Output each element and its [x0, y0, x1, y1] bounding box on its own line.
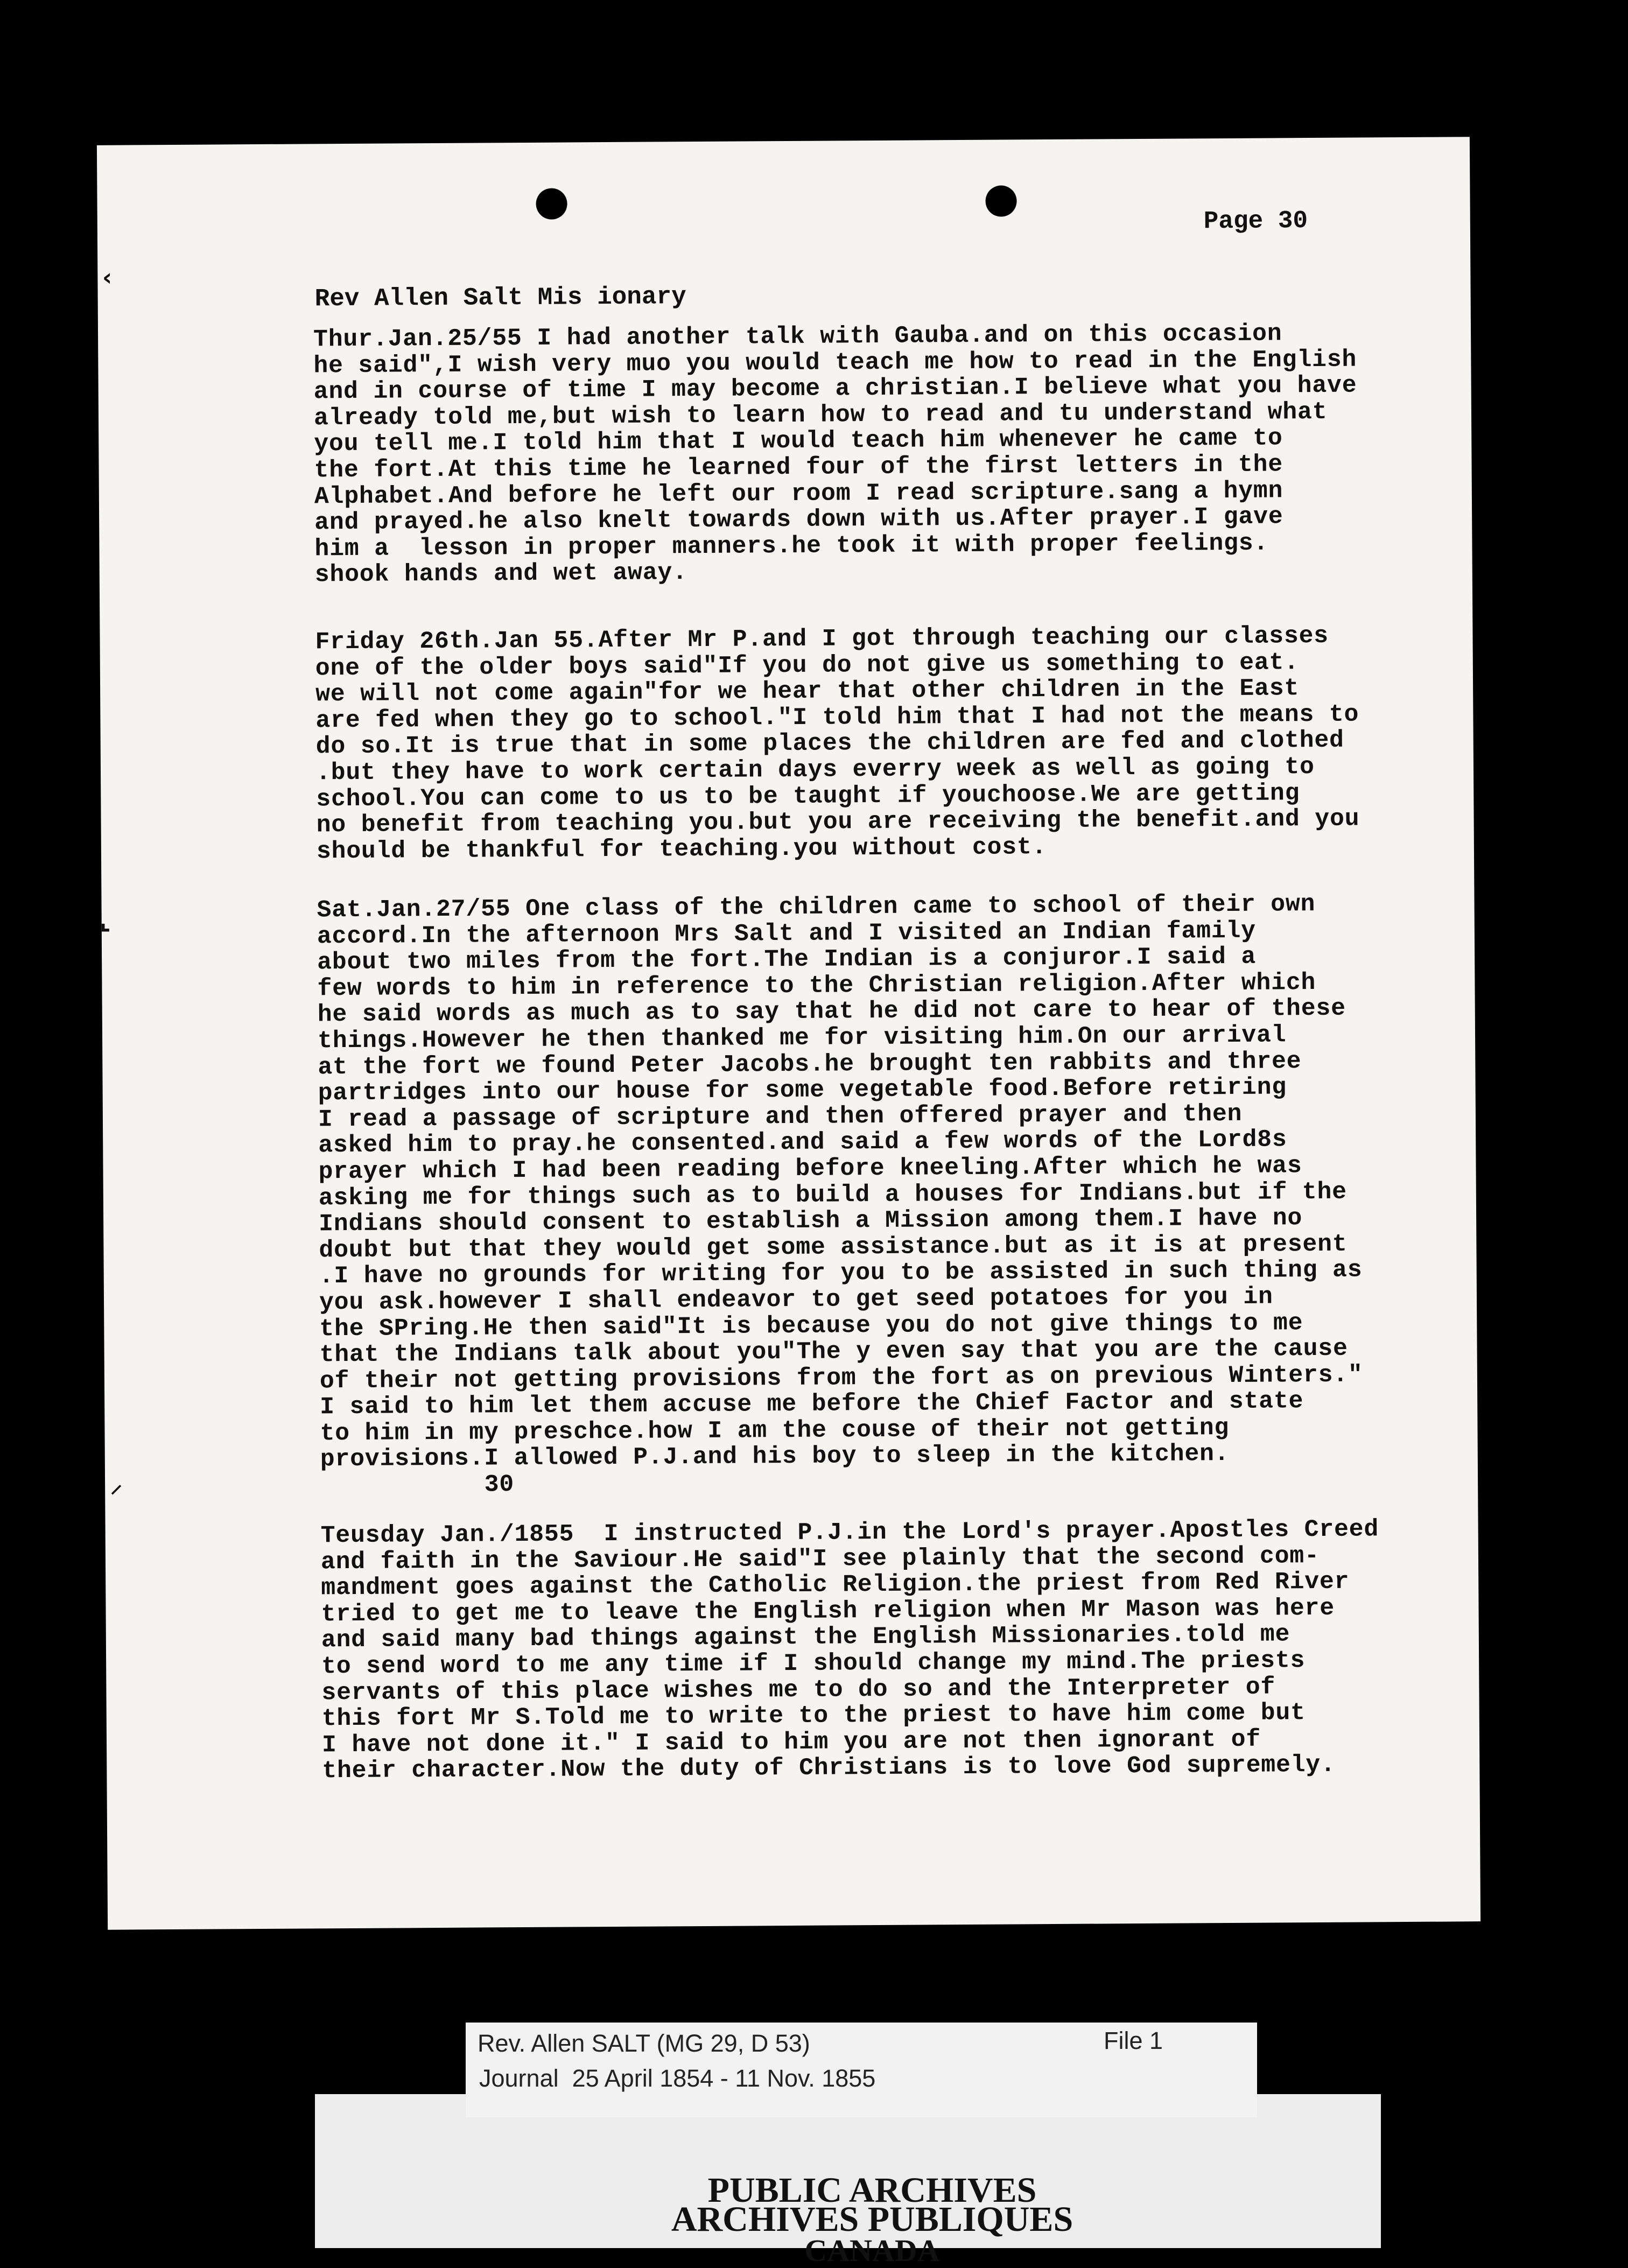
document-heading: Rev Allen Salt Mis ionary — [314, 283, 686, 313]
text-line: are fed when they go to school."I told him that I had not the means to — [315, 701, 1359, 735]
text-line: Friday 26th.Jan 55.After Mr P.and I got through teaching our classes — [315, 622, 1329, 656]
text-line: you tell me.I told him that I would teach him whenever he came to — [314, 425, 1283, 458]
archive-label-journal: Journal 25 April 1854 - 11 Nov. 1855 — [479, 2065, 876, 2092]
text-line: he said",I wish very muo you would teach me how to read in the English — [313, 346, 1357, 380]
journal-entry-friday — [315, 622, 1576, 865]
text-line: no benefit from teaching you.but you are receiving the benefit.and you — [316, 805, 1360, 839]
text-line: him a lesson in proper manners.he took it with proper feelings. — [314, 530, 1269, 563]
margin-tick-mark: ‹ — [102, 264, 113, 291]
text-line: things.However he then thanked me for visiting him.On our arrival — [317, 1022, 1287, 1055]
text-line: and in course of time I may become a christian.I believe what you have — [313, 372, 1357, 406]
handwritten-date-correction: 30 — [320, 1471, 515, 1500]
text-line: prayer which I had been reading before kneeling.After which he was — [318, 1153, 1302, 1186]
text-line: should be thankful for teaching.you without cost. — [316, 833, 1047, 866]
text-line: partridges into our house for some vegetable food.Before retiring — [318, 1074, 1287, 1107]
text-line: Sat.Jan.27/55 One class of the children came to school of their own — [317, 891, 1316, 924]
text-line: the SPring.He then said"It is because you do not give things to me — [319, 1309, 1303, 1343]
text-line: their character.Now the duty of Christians is to love God supremely. — [322, 1752, 1336, 1785]
text-line: that the Indians talk about you"The y even say that you are the cause — [319, 1335, 1348, 1369]
text-line: one of the older boys said"If you do not give us something to eat. — [315, 649, 1300, 682]
text-line: to send word to me any time if I should change my mind.The priests — [321, 1647, 1306, 1681]
journal-entry-tuesday — [321, 1515, 1582, 1785]
journal-entry-saturday — [317, 890, 1580, 1499]
text-line: mandment goes against the Catholic Religion.the priest from Red River — [321, 1568, 1350, 1602]
text-line: few words to him in reference to the Christian religion.After which — [317, 969, 1316, 1003]
text-line: about two miles from the fort.The Indian is a conjuror.I said a — [317, 943, 1257, 977]
text-line: do so.It is true that in some places the children are fed and clothed — [315, 727, 1344, 761]
punch-hole-left — [536, 188, 567, 219]
text-line: this fort Mr S.Told me to write to the priest to have him come but — [321, 1700, 1306, 1733]
archive-label-title: Rev. Allen SALT (MG 29, D 53) — [478, 2030, 810, 2057]
archives-stamp-country: CANADA — [804, 2233, 940, 2268]
text-line: Indians should consent to establish a Mission among them.I have no — [318, 1205, 1303, 1238]
text-line: at the fort we found Peter Jacobs.he brought ten rabbits and three — [318, 1048, 1302, 1081]
text-line: to him in my preschce.how I am the couse of their not getting — [320, 1414, 1230, 1448]
archives-stamp-french: ARCHIVES PUBLIQUES — [671, 2200, 1073, 2239]
text-line: and prayed.he also knelt towards down with us.After prayer.I gave — [314, 503, 1283, 537]
text-line: tried to get me to leave the English religion when Mr Mason was here — [321, 1595, 1335, 1628]
text-line: asking me for things such as to build a houses for Indians.but if the — [318, 1178, 1348, 1212]
text-line: .but they have to work certain days everry week as well as going to — [315, 753, 1315, 787]
text-line: the fort.At this time he learned four of the first letters in the — [314, 451, 1283, 485]
text-line: he said words as much as to say that he did not care to hear of these — [317, 995, 1346, 1029]
text-line: of their not getting provisions from the fort as on previous Winters." — [319, 1361, 1363, 1395]
text-line: I have not done it." I said to him you are not then ignorant of — [321, 1726, 1261, 1759]
text-line: Alphabet.And before he left our room I read scripture.sang a hymn — [314, 477, 1283, 510]
journal-entry-thursday — [313, 319, 1575, 588]
margin-tick-mark: ⌞ — [100, 907, 111, 935]
text-line: I said to him let them accuse me before the Chief Factor and state — [320, 1388, 1304, 1421]
text-line: doubt but that they would get some assistance.but as it is at present — [319, 1231, 1348, 1265]
text-line: servants of this place wishes me to do so and the Interpreter of — [321, 1674, 1276, 1707]
text-line: already told me,but wish to learn how to read and tu understand what — [313, 398, 1328, 432]
archive-label-file: File 1 — [1104, 2027, 1163, 2054]
margin-tick-mark: ⸝ — [110, 1471, 122, 1498]
text-line: you ask.however I shall endeavor to get seed potatoes for you in — [319, 1283, 1273, 1317]
page-number: Page 30 — [1203, 207, 1308, 236]
text-line: we will not come again"for we hear that other children in the East — [315, 675, 1300, 708]
text-line: shook hands and wet away. — [314, 559, 687, 589]
text-line: accord.In the afternoon Mrs Salt and I visited an Indian family — [317, 917, 1257, 950]
text-line: .I have no grounds for writing for you to be assisted in such thing as — [319, 1256, 1363, 1290]
text-line: school.You can come to us to be taught if youchoose.We are getting — [316, 780, 1300, 813]
text-line: asked him to pray.he consented.and said a few words of the Lord8s — [318, 1126, 1287, 1160]
text-line: Teusday Jan./1855 I instructed P.J.in the Lord's prayer.Apostles Creed — [320, 1516, 1379, 1550]
archives-stamp-english: PUBLIC ARCHIVES — [707, 2171, 1037, 2210]
text-line: Thur.Jan.25/55 I had another talk with Gauba.and on this occasion — [313, 320, 1282, 354]
text-line: I read a passage of scripture and then offered prayer and then — [318, 1100, 1243, 1134]
text-line: provisions.I allowed P.J.and his boy to sleep in the kitchen. — [320, 1441, 1230, 1473]
text-line: and said many bad things against the English Missionaries.told me — [321, 1621, 1290, 1654]
punch-hole-right — [985, 185, 1016, 216]
text-line: and faith in the Saviour.He said"I see plainly that the second com- — [320, 1542, 1320, 1576]
document-page — [97, 137, 1480, 1930]
